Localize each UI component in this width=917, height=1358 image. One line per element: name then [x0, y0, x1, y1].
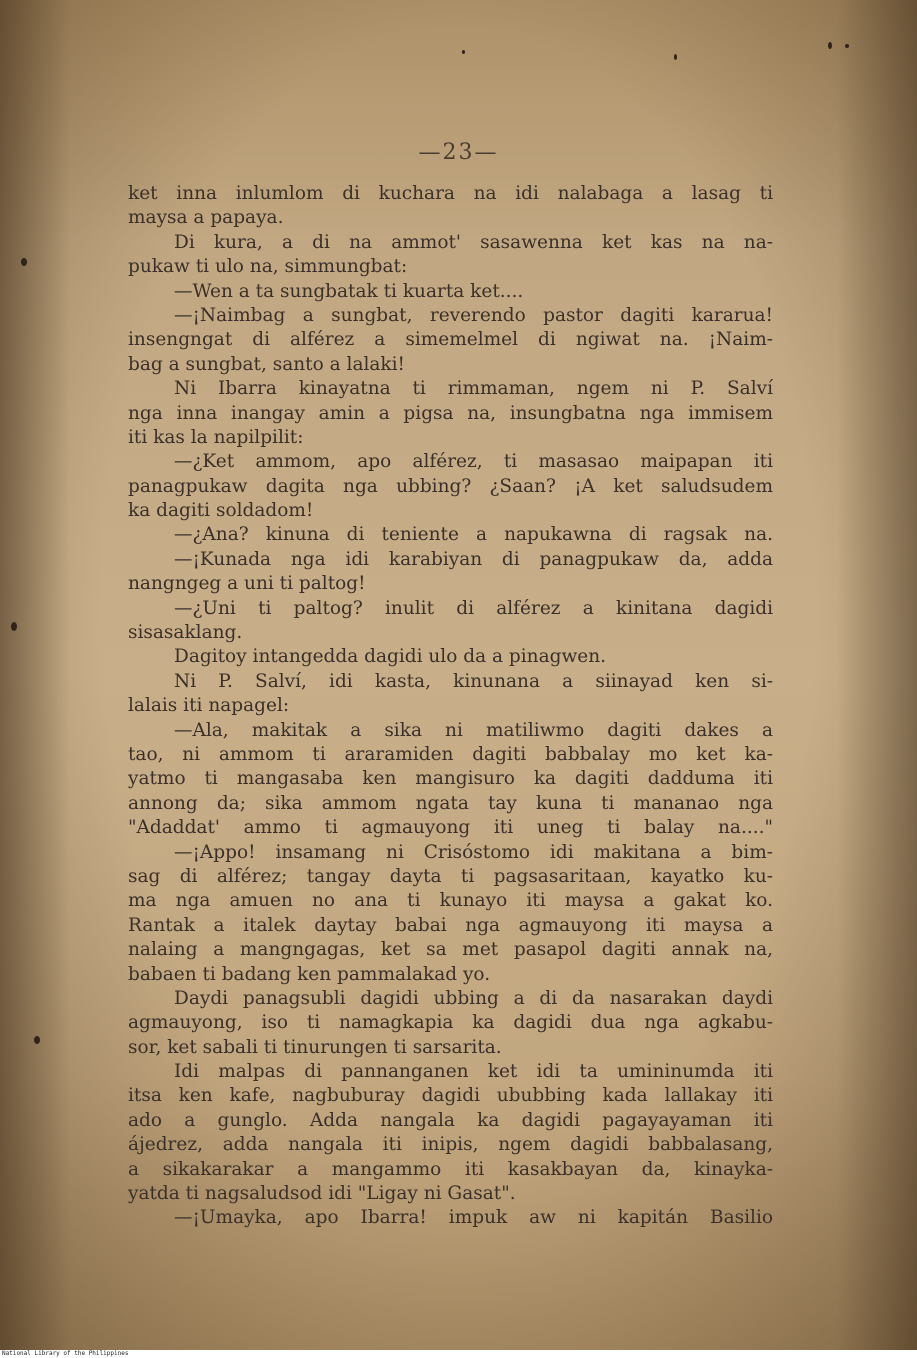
text-line: iti kas la napilpilit:	[128, 426, 304, 448]
page-number: —23—	[418, 140, 499, 165]
text-line: itsa ken kafe, nagbuburay dagidi ububbing kada lallakay iti	[128, 1085, 773, 1107]
text-line: ka dagiti soldadom!	[128, 500, 314, 522]
text-line: sag di alférez; tangay dayta ti pagsasaritaan, kayatko ku-	[128, 865, 773, 887]
text-line: sor, ket sabali ti tinurungen ti sarsarita.	[128, 1036, 502, 1058]
text-line: ájedrez, adda nangala iti inipis, ngem dagidi babbalasang,	[128, 1134, 773, 1156]
text-line: agmauyong, iso ti namagkapia ka dagidi dua nga agkabu-	[128, 1012, 773, 1034]
text-line: nga inna inangay amin a pigsa na, insungbatna nga immisem	[128, 402, 773, 424]
text-line: Ni P. Salví, idi kasta, kinunana a siinayad ken si-	[174, 670, 773, 692]
text-line: —¡Appo! insamang ni Crisóstomo idi makitana a bim-	[174, 841, 773, 863]
text-line: —¿Ana? kinuna di teniente a napukawna di ragsak na.	[174, 524, 773, 546]
text-line: Dagitoy intangedda dagidi ulo da a pinagwen.	[174, 646, 607, 668]
text-line: —¡Kunada nga idi karabiyan di panagpukaw da, adda	[174, 548, 773, 570]
text-line: a sikakarakar a mangammo iti kasakbayan da, kinayka-	[128, 1158, 773, 1180]
text-line: pukaw ti ulo na, simmungbat:	[128, 256, 408, 278]
text-line: ket inna inlumlom di kuchara na idi nalabaga a lasag ti	[128, 183, 773, 204]
ink-speck	[674, 54, 677, 60]
text-line: —¿Uni ti paltog? inulit di alférez a kinitana dagidi	[174, 597, 773, 619]
footer-strip	[0, 1350, 917, 1358]
text-line: annong da; sika ammom ngata tay kuna ti mananao nga	[128, 792, 773, 814]
text-line: Daydi panagsubli dagidi ubbing a di da nasarakan daydi	[174, 987, 773, 1009]
text-line: —¿Ket ammom, apo alférez, ti masasao maipapan iti	[174, 451, 773, 473]
text-line: —¡Naimbag a sungbat, reverendo pastor dagiti kararua!	[174, 304, 773, 326]
ink-speck	[11, 622, 17, 631]
ink-speck	[845, 44, 849, 48]
text-line: maysa a papaya.	[128, 207, 284, 229]
page-shadow-left	[0, 0, 70, 1350]
text-line: panagpukaw dagita nga ubbing? ¿Saan? ¡A ket saludsudem	[128, 475, 773, 497]
footer-credit: National Library of the Philippines	[2, 1350, 129, 1357]
text-line: "Adaddat' ammo ti agmauyong iti uneg ti balay na...."	[128, 817, 773, 839]
text-line: lalais iti napagel:	[128, 695, 290, 717]
page-shadow-right	[837, 0, 917, 1350]
text-line: nalaing a mangngagas, ket sa met pasapol dagiti annak na,	[128, 939, 773, 961]
text-line: tao, ni ammom ti araramiden dagiti babbalay mo ket ka-	[128, 743, 773, 765]
text-line: Idi malpas di pannanganen ket idi ta umininumda iti	[174, 1061, 773, 1083]
text-line: ma nga amuen no ana ti kunayo iti maysa a gakat ko.	[128, 890, 773, 912]
text-line: Ni Ibarra kinayatna ti rimmaman, ngem ni P. Salví	[174, 378, 773, 400]
text-line: nangngeg a uni ti paltog!	[128, 573, 366, 595]
ink-speck	[462, 50, 465, 54]
text-line: —Ala, makitak a sika ni matiliwmo dagiti dakes a	[174, 719, 773, 741]
ink-speck	[21, 258, 27, 266]
ink-speck	[34, 1036, 40, 1044]
text-line: bag a sungbat, santo a lalaki!	[128, 353, 405, 375]
text-line: —¡Umayka, apo Ibarra! impuk aw ni kapitán Basilio	[174, 1207, 773, 1229]
text-line: —Wen a ta sungbatak ti kuarta ket....	[174, 280, 524, 302]
text-line: yatda ti nagsaludsod idi "Ligay ni Gasat".	[128, 1183, 516, 1205]
text-line: yatmo ti mangasaba ken mangisuro ka dagiti dadduma iti	[128, 768, 773, 790]
text-line: sisasaklang.	[128, 622, 243, 644]
text-line: babaen ti badang ken pammalakad yo.	[128, 963, 491, 985]
body-text	[128, 182, 773, 1231]
text-line: Di kura, a di na ammot' sasawenna ket kas na na-	[174, 231, 773, 253]
ink-speck	[828, 42, 832, 49]
text-line: insengngat di alférez a simemelmel di ngiwat na. ¡Naim-	[128, 329, 773, 351]
text-line: Rantak a italek daytay babai nga agmauyong iti maysa a	[128, 914, 773, 936]
text-line: ado a gunglo. Adda nangala ka dagidi pagayayaman iti	[128, 1109, 773, 1131]
